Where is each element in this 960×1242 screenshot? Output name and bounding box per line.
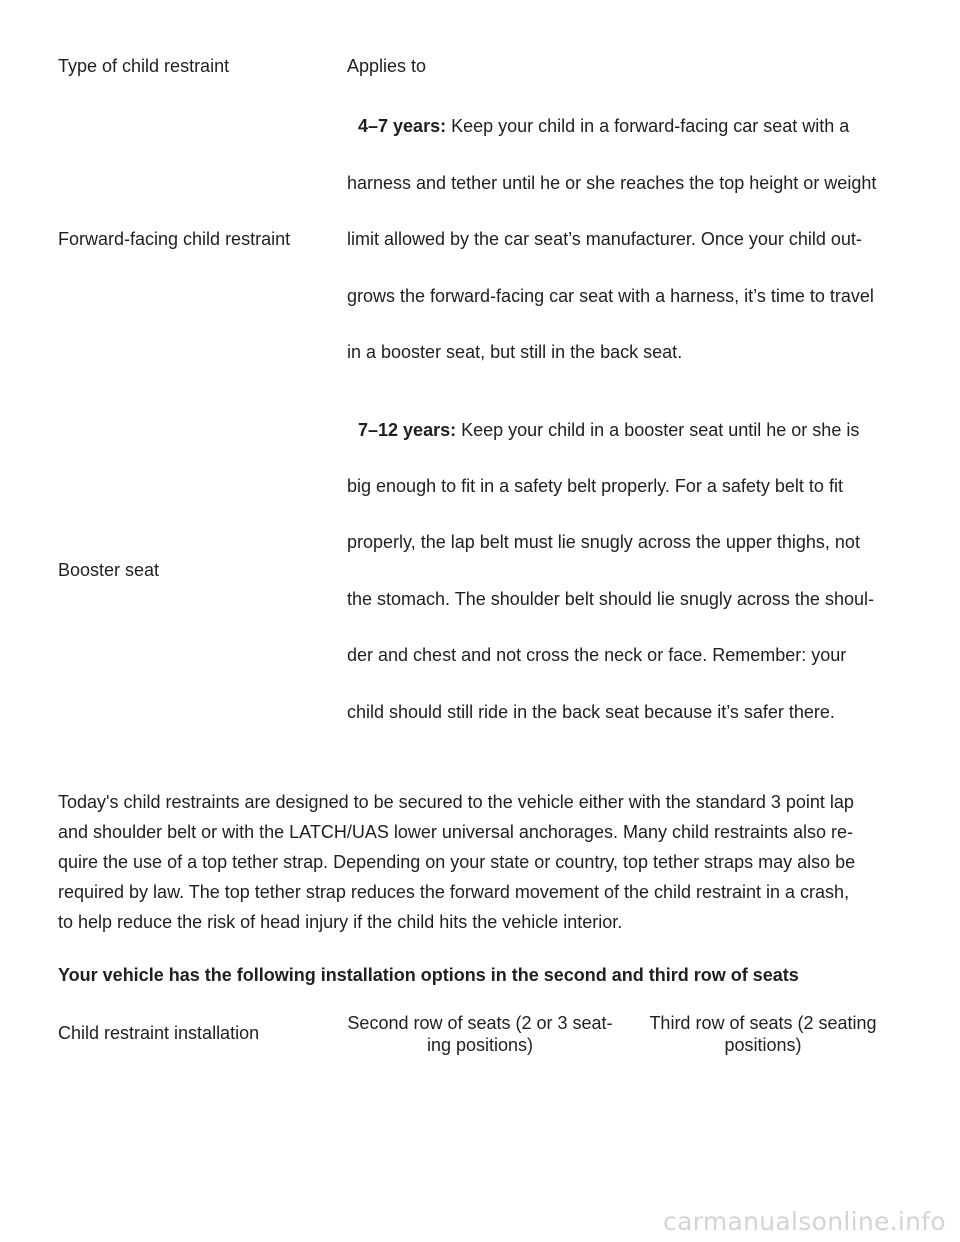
description-line: big enough to fit in a safety belt properly. For a safety belt to fit bbox=[347, 476, 843, 496]
description-line: grows the forward-facing car seat with a harness, it’s time to travel bbox=[347, 286, 874, 306]
description-line: properly, the lap belt must lie snugly across the upper thighs, not bbox=[347, 532, 860, 552]
paragraph-line: Today's child restraints are designed to be secured to the vehicle either with the standard 3 point lap bbox=[58, 792, 854, 812]
paragraph-line: and shoulder belt or with the LATCH/UAS lower universal anchorages. Many child restraints also re- bbox=[58, 822, 854, 842]
column-header-third-row: Third row of seats (2 seating positions) bbox=[649, 1013, 877, 1055]
description-line: the stomach. The shoulder belt should lie snugly across the shoul- bbox=[347, 589, 874, 609]
description-line: child should still ride in the back seat because it’s safer there. bbox=[347, 702, 835, 722]
column-header-applies: Applies to bbox=[347, 56, 427, 76]
description-line: harness and tether until he or she reaches the top height or weight bbox=[347, 173, 877, 193]
paragraph-line: quire the use of a top tether strap. Depending on your state or country, top tether straps may also be bbox=[58, 852, 856, 872]
paragraph-line: required by law. The top tether strap reduces the forward movement of the child restraint in a crash, bbox=[58, 882, 850, 902]
column-header-type: Type of child restraint bbox=[58, 56, 230, 76]
description-line: der and chest and not cross the neck or face. Remember: your bbox=[347, 645, 847, 665]
description-line: 7–12 years: Keep your child in a booster seat until he or she is bbox=[358, 420, 860, 440]
description-line: in a booster seat, but still in the back seat. bbox=[347, 342, 683, 362]
installation-options-heading: Your vehicle has the following installation options in the second and third row of seats bbox=[58, 965, 799, 985]
row-type-booster-seat: Booster seat bbox=[58, 560, 160, 580]
description-line: limit allowed by the car seat’s manufacturer. Once your child out- bbox=[347, 229, 862, 249]
column-header-second-row: Second row of seats (2 or 3 seat- ing positions) bbox=[347, 1013, 613, 1055]
description-line: 4–7 years: Keep your child in a forward-facing car seat with a bbox=[358, 116, 850, 136]
age-range-label: 4–7 years: bbox=[358, 116, 447, 136]
row-type-forward-facing: Forward-facing child restraint bbox=[58, 229, 291, 249]
paragraph-line: to help reduce the risk of head injury if the child hits the vehicle interior. bbox=[58, 912, 623, 932]
watermark: carmanualsonline.info bbox=[663, 1207, 946, 1236]
age-range-label: 7–12 years: bbox=[358, 420, 457, 440]
column-header-installation: Child restraint installation bbox=[58, 1023, 260, 1043]
